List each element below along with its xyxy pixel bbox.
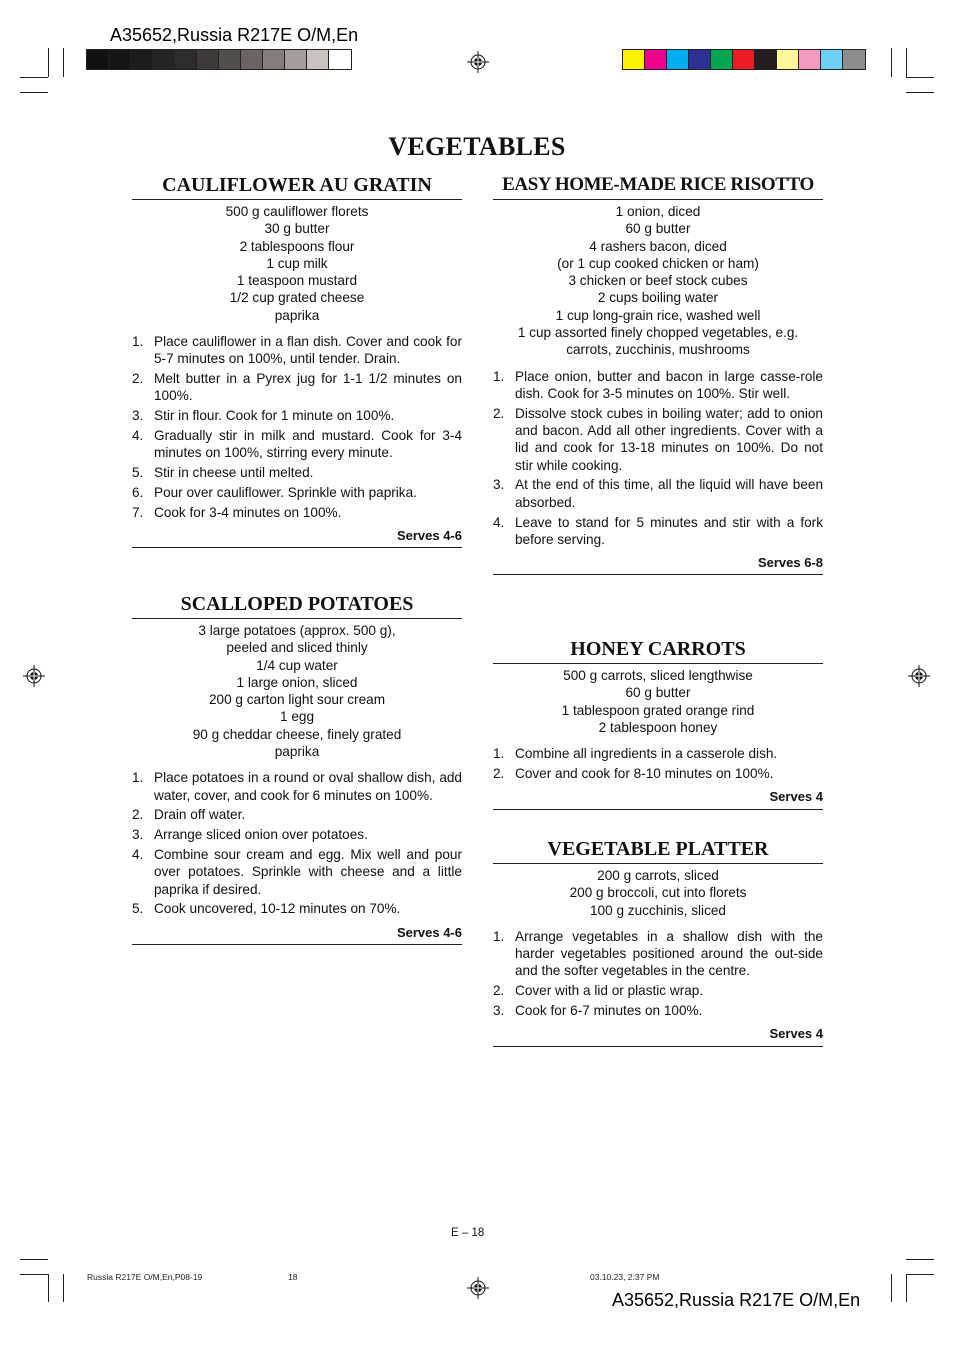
step-number: 3. [132,408,144,424]
gray-swatch [307,50,329,69]
step-item [132,806,462,823]
step-number: 3. [132,827,144,843]
step-item [132,407,462,424]
ingredient-line: 4 rashers bacon, diced [589,238,727,254]
serves-label: Serves 4 [493,788,823,809]
step-text: Place onion, butter and bacon in large casse-role dish. Cook for 3-5 minutes on 100%. Stir well. [515,368,823,401]
serves-label: Serves 4 [493,1025,823,1046]
recipe-vegetable-platter [493,836,823,1047]
step-item [132,900,462,917]
crop-mark [20,1274,48,1275]
step-list [493,745,823,782]
step-text: Pour over cauliflower. Sprinkle with paprika. [154,484,417,500]
ingredient-line: 2 tablespoons flour [239,238,355,254]
color-swatch [711,50,733,69]
color-swatch [843,50,865,69]
step-number: 4. [132,428,144,444]
gray-swatch [263,50,285,69]
step-number: 2. [132,807,144,823]
crop-mark [20,77,48,78]
recipe-title: CAULIFLOWER AU GRATIN [132,172,462,200]
grayscale-color-bar [86,49,352,70]
step-item [132,769,462,804]
step-text: Gradually stir in milk and mustard. Cook for 3-4 minutes on 100%, stirring every minute. [154,428,462,461]
step-item [493,745,823,762]
ingredient-line: 60 g butter [625,685,691,701]
ingredient-line: paprika [274,307,320,323]
ingredient-line: 3 large potatoes (approx. 500 g), [198,623,396,638]
step-number: 2. [132,371,144,387]
crop-mark [906,77,934,78]
gray-swatch [175,50,197,69]
step-item [493,514,823,549]
crop-mark [906,1259,934,1260]
footer-code: A35652,Russia R217E O/M,En [612,1290,861,1310]
ingredient-line: 90 g cheddar cheese, finely grated [192,726,402,742]
ingredient-line: 200 g carrots, sliced [597,868,719,883]
step-text: Arrange sliced onion over potatoes. [154,827,368,843]
step-number: 2. [493,983,505,999]
step-number: 3. [493,1003,505,1019]
step-item [132,370,462,405]
step-item [493,1002,823,1019]
crop-mark [20,92,48,93]
ingredient-line: 200 g broccoli, cut into florets [569,885,747,901]
step-number: 5. [132,901,144,917]
serves-label: Serves 4-6 [132,924,462,945]
ingredient-line: 1/2 cup grated cheese [229,290,365,306]
step-number: 4. [493,514,505,530]
crop-mark [63,1274,64,1302]
crop-mark [20,1259,48,1260]
serves-label: Serves 6-8 [493,554,823,575]
ingredient-line: 1 cup long-grain rice, washed well [555,307,761,323]
crop-mark [891,1274,892,1302]
step-text: Arrange vegetables in a shallow dish with the harder vegetables positioned around the out-side and the softer vegetables in the centre. [515,928,823,979]
registration-mark-icon [467,51,489,73]
step-text: Leave to stand for 5 minutes and stir with a fork before serving. [515,514,823,547]
step-text: Place potatoes in a round or oval shallow dish, add water, cover, and cook for 6 minutes on 100%. [154,770,462,803]
recipe-honey-carrots [493,636,823,810]
ingredient-line: 30 g butter [264,221,330,237]
ingredient-line: 100 g zucchinis, sliced [589,902,726,918]
step-item [132,504,462,521]
recipe-title: EASY HOME-MADE RICE RISOTTO [493,172,823,200]
ingredient-line: 1 teaspoon mustard [236,273,358,289]
registration-mark-icon [467,1277,489,1299]
slug-datetime: 03.10.23, 2:37 PM [590,1272,660,1282]
crop-mark [63,48,64,77]
gray-swatch [241,50,263,69]
ingredient-line: 1 onion, diced [615,204,701,219]
color-swatch [755,50,777,69]
recipe-scalloped-potatoes [132,591,462,945]
gray-swatch [219,50,241,69]
step-item [493,368,823,403]
crop-mark [906,92,934,93]
gray-swatch [329,50,351,69]
color-swatch [645,50,667,69]
gray-swatch [131,50,153,69]
step-item [493,928,823,980]
recipe-rice-risotto [493,172,823,575]
registration-mark-icon [908,665,930,687]
ingredient-line: (or 1 cup cooked chicken or ham) [557,255,759,271]
step-number: 1. [493,746,505,762]
step-number: 3. [493,477,505,493]
color-swatch [821,50,843,69]
recipe-title: VEGETABLE PLATTER [493,836,823,864]
step-number: 1. [132,770,144,786]
ingredient-line: paprika [274,744,320,760]
step-list [132,769,462,917]
crop-mark [48,48,49,77]
gray-swatch [87,50,109,69]
crop-mark [906,1274,907,1302]
serves-label: Serves 4-6 [132,527,462,548]
step-number: 5. [132,465,144,481]
recipe-cauliflower [132,172,462,548]
ingredient-line: 1 tablespoon grated orange rind [561,702,755,718]
ingredient-list [493,667,823,736]
ingredient-list [493,867,823,919]
header-code: A35652,Russia R217E O/M,En [110,25,359,45]
step-list [493,928,823,1019]
slug-file: Russia R217E O/M,En,P08-19 [87,1272,203,1282]
recipe-title: SCALLOPED POTATOES [132,591,462,619]
step-item [493,405,823,474]
step-number: 7. [132,504,144,520]
ingredient-line: 1 cup milk [266,255,328,271]
color-swatch [623,50,645,69]
ingredient-line: 60 g butter [625,221,691,237]
step-item [493,982,823,999]
step-text: Cook for 3-4 minutes on 100%. [154,504,342,520]
step-number: 6. [132,484,144,500]
color-swatch [733,50,755,69]
step-text: Stir in flour. Cook for 1 minute on 100%. [154,408,395,424]
step-text: Cook for 6-7 minutes on 100%. [515,1003,703,1019]
ingredient-line: 3 chicken or beef stock cubes [568,273,748,289]
gray-swatch [285,50,307,69]
gray-swatch [197,50,219,69]
ingredient-line: 1 egg [279,709,315,725]
step-item [493,765,823,782]
color-swatch [799,50,821,69]
process-color-bar [622,49,866,70]
step-number: 1. [132,334,144,350]
step-text: Combine sour cream and egg. Mix well and pour over potatoes. Sprinkle with cheese and a little paprika if desired. [154,847,462,897]
crop-mark [48,1274,49,1302]
step-text: Place cauliflower in a flan dish. Cover and cook for 5-7 minutes on 100%, until tender. Drain. [154,334,462,367]
step-text: Melt butter in a Pyrex jug for 1-1 1/2 minutes on 100%. [154,371,462,404]
gray-swatch [153,50,175,69]
ingredient-line: 200 g carton light sour cream [208,692,386,708]
color-swatch [777,50,799,69]
step-item [132,846,462,898]
ingredient-line: 500 g cauliflower florets [225,204,369,219]
ingredient-line: 2 cups boiling water [597,290,719,306]
color-swatch [667,50,689,69]
ingredient-line: carrots, zucchinis, mushrooms [566,342,750,358]
color-swatch [689,50,711,69]
ingredient-list [493,203,823,359]
page-title: VEGETABLES [388,132,566,161]
step-number: 4. [132,847,144,863]
step-text: Cover with a lid or plastic wrap. [515,983,704,999]
ingredient-line: 2 tablespoon honey [598,719,718,735]
recipe-title: HONEY CARROTS [493,636,823,664]
registration-mark-icon [23,665,45,687]
step-text: Combine all ingredients in a casserole dish. [515,746,778,762]
step-item [132,464,462,481]
ingredient-line: peeled and sliced thinly [226,640,368,656]
ingredient-line: 500 g carrots, sliced lengthwise [563,668,753,683]
step-item [132,427,462,462]
step-number: 2. [493,405,505,421]
crop-mark [891,48,892,77]
step-text: Cover and cook for 8-10 minutes on 100%. [515,765,774,781]
step-item [132,333,462,368]
step-item [493,476,823,511]
step-number: 1. [493,368,505,384]
step-number: 2. [493,765,505,781]
crop-mark [906,1274,934,1275]
step-text: Drain off water. [154,807,246,823]
step-text: At the end of this time, all the liquid will have been absorbed. [515,477,823,510]
step-text: Stir in cheese until melted. [154,465,314,481]
step-number: 1. [493,928,505,944]
step-list [493,368,823,548]
step-text: Cook uncovered, 10-12 minutes on 70%. [154,901,401,917]
ingredient-line: 1 cup assorted finely chopped vegetables, e.g. [517,325,799,341]
ingredient-line: 1/4 cup water [256,657,338,673]
step-item [132,484,462,501]
ingredient-list [132,203,462,324]
page-number: E – 18 [451,1227,485,1239]
crop-mark [906,48,907,77]
step-text: Dissolve stock cubes in boiling water; add to onion and bacon. Add all other ingredients. Cover with a lid and cook for 13-18 minutes on 100%. Do not stir while cooking. [515,405,823,473]
step-list [132,333,462,521]
step-item [132,826,462,843]
ingredient-list [132,622,462,760]
slug-page: 18 [288,1272,298,1282]
ingredient-line: 1 large onion, sliced [236,674,358,690]
gray-swatch [109,50,131,69]
